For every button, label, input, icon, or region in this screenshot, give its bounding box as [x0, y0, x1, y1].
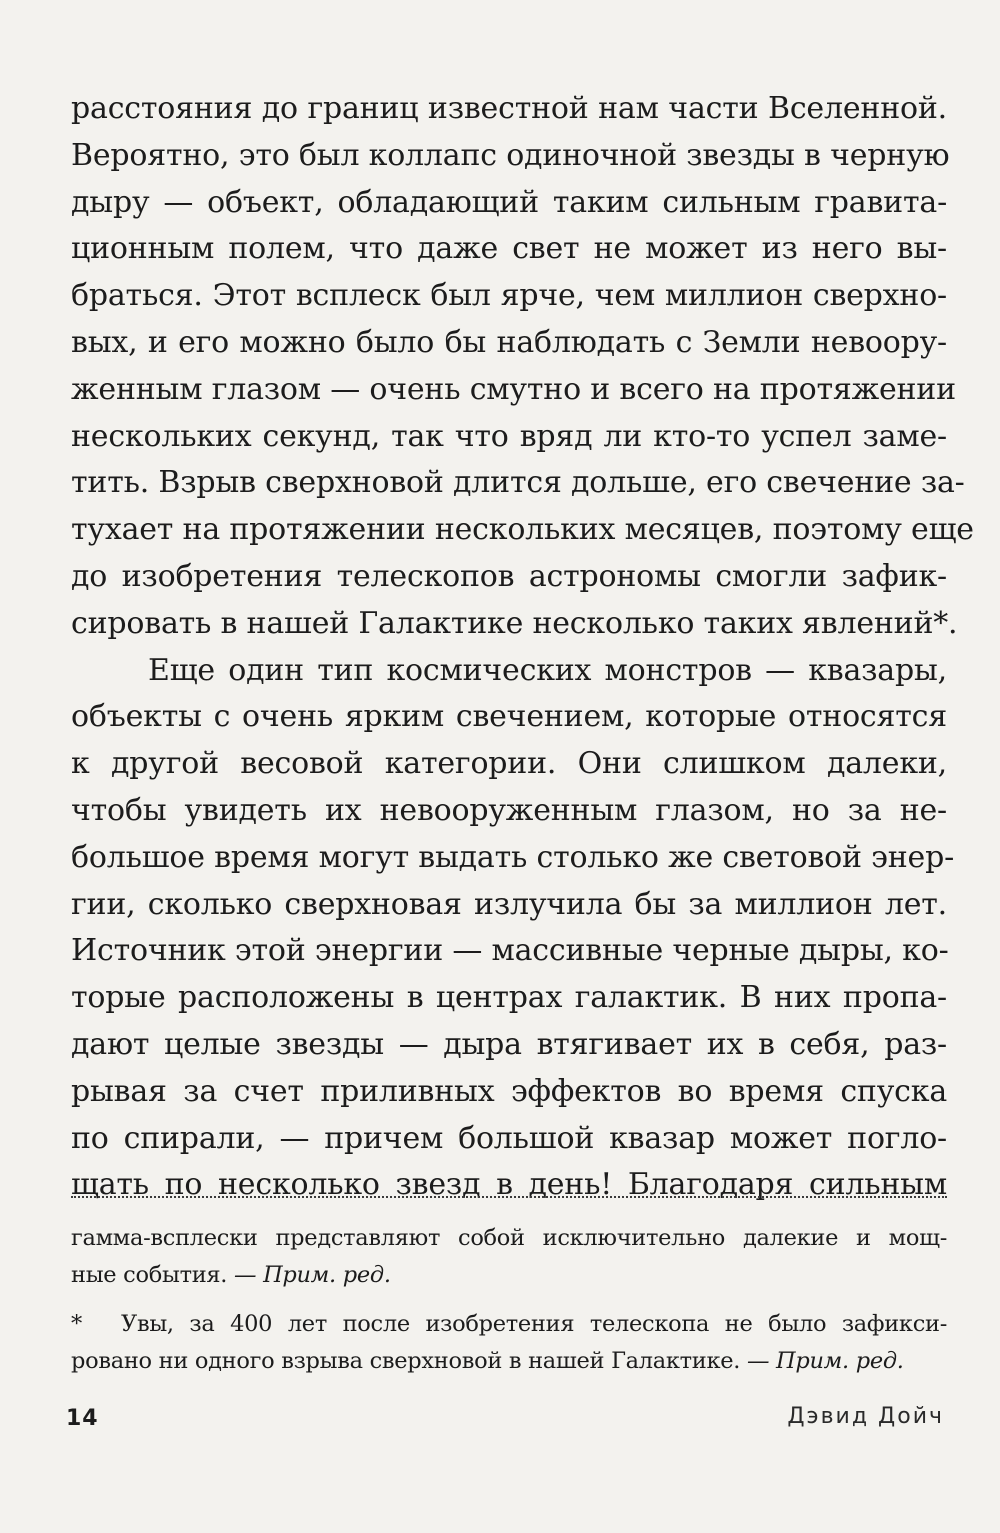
footnote-line — [71, 1306, 947, 1343]
text-line: рывая за счет приливных эффектов во время спуска — [71, 1073, 947, 1109]
footnotes — [71, 1220, 947, 1380]
editor-note: — Прим. ред. — [746, 1348, 904, 1374]
footnote-line: гамма-всплески представляют собой исключительно далекие и мощ- — [71, 1225, 947, 1251]
text-line: ционным полем, что даже свет не может из него вы- — [71, 231, 947, 267]
text-line: объекты с очень ярким свечением, которые относятся — [71, 699, 947, 735]
footnote-line — [71, 1343, 947, 1380]
text-line: нескольких секунд, так что вряд ли кто-то успел заме- — [71, 418, 947, 454]
text-line: до изобретения телескопов астрономы смогли зафик- — [71, 558, 947, 594]
text-line: чтобы увидеть их невооруженным глазом, но за не- — [71, 792, 947, 828]
text-line: по спирали, — причем большой квазар может погло- — [71, 1120, 947, 1156]
author-name: Дэвид Дойч — [787, 1404, 944, 1429]
text-line: Источник этой энергии — массивные черные дыры, ко- — [71, 933, 949, 969]
text-line: щать по несколько звезд в день! Благодаря сильным — [71, 1167, 947, 1203]
text-line: большое время могут выдать столько же световой энер- — [71, 839, 955, 875]
footnote-marker: * — [71, 1311, 82, 1337]
footnote-text: ровано ни одного взрыва сверхновой в нашей Галактике. — [71, 1348, 747, 1374]
footnote-divider — [71, 1196, 947, 1198]
text-line: тухает на протяжении нескольких месяцев, поэтому еще — [71, 512, 974, 548]
text-line: вых, и его можно было бы наблюдать с Земли невоору- — [71, 324, 947, 360]
footnote-text: ные события. — [71, 1262, 235, 1288]
text-line: сировать в нашей Галактике несколько таких явлений*. — [71, 605, 958, 641]
text-line: женным глазом — очень смутно и всего на протяжении — [71, 371, 956, 407]
body-text — [71, 86, 974, 1209]
text-line: дыру — объект, обладающий таким сильным гравита- — [71, 184, 947, 220]
editor-note: — Прим. ред. — [234, 1262, 391, 1288]
text-line: гии, сколько сверхновая излучила бы за миллион лет. — [71, 886, 947, 922]
text-line: к другой весовой категории. Они слишком далеки, — [71, 746, 947, 782]
page-number: 14 — [66, 1406, 99, 1431]
text-line: дают целые звезды — дыра втягивает их в себя, раз- — [71, 1026, 947, 1062]
text-line: тить. Взрыв сверхновой длится дольше, его свечение за- — [71, 465, 965, 501]
footnote-line — [71, 1257, 947, 1294]
text-line: расстояния до границ известной нам части Вселенной. — [71, 91, 947, 126]
text-line: браться. Этот всплеск был ярче, чем миллион сверхно- — [71, 278, 947, 314]
text-line: Вероятно, это был коллапс одиночной звезды в черную — [71, 137, 950, 173]
footnote-text: Увы, за 400 лет после изобретения телескопа не было зафикси- — [121, 1311, 947, 1337]
paragraph-start-line: Еще один тип космических монстров — квазары, — [148, 652, 947, 688]
text-line: торые расположены в центрах галактик. В них пропа- — [71, 980, 947, 1016]
